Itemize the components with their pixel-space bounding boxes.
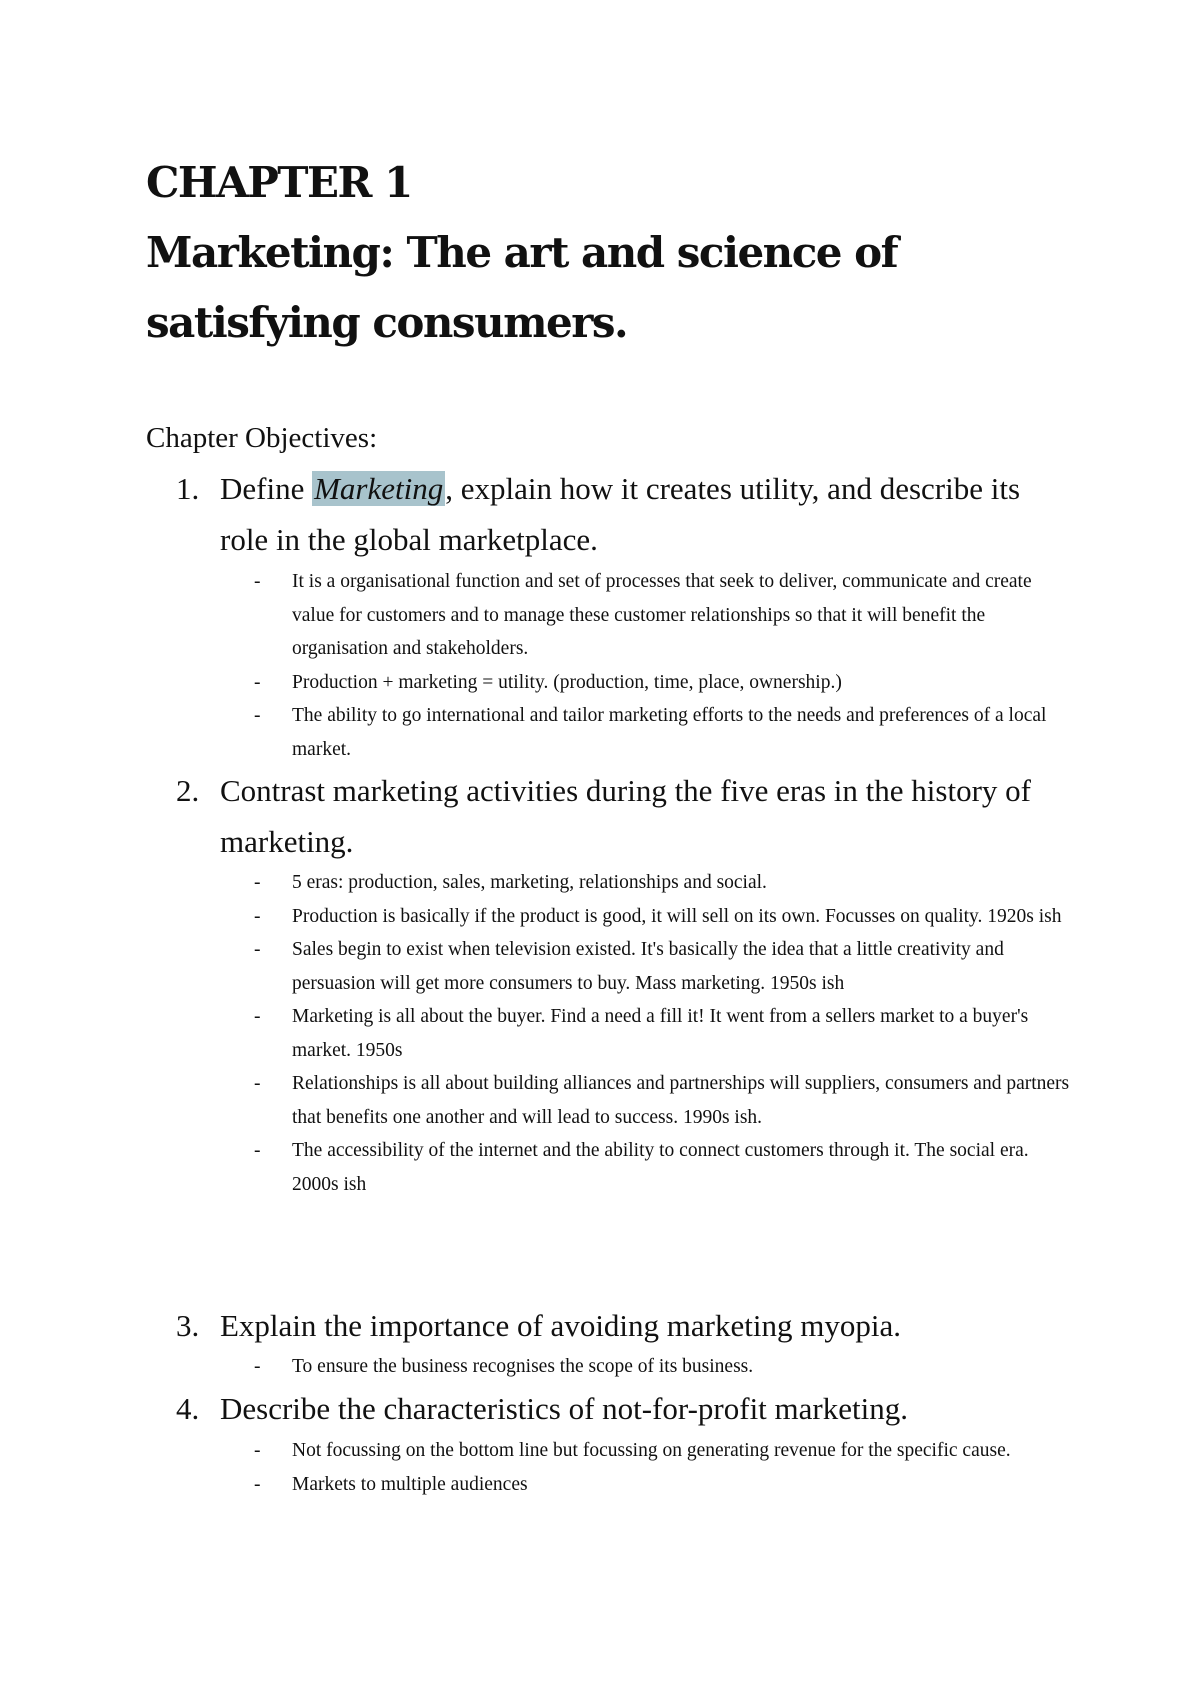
list-item xyxy=(254,1067,1074,1134)
objective-text-start: Define xyxy=(220,471,313,506)
list-item xyxy=(254,1468,1074,1502)
bullet-dash: - xyxy=(254,1356,261,1377)
list-item xyxy=(254,900,1074,934)
list-item xyxy=(254,933,1074,1000)
chapter-title-line-1: Marketing: The art and science of xyxy=(146,228,898,277)
objective-2 xyxy=(176,765,1056,867)
objective-text: Contrast marketing activities during the five eras in the history of marketing. xyxy=(220,773,1031,859)
chapter-title-line-2: satisfying consumers. xyxy=(146,298,628,347)
objective-3-notes xyxy=(254,1350,1074,1384)
chapter-number: CHAPTER 1 xyxy=(146,158,412,207)
note-text: Markets to multiple audiences xyxy=(292,1473,528,1495)
note-text: 5 eras: production, sales, marketing, relationships and social. xyxy=(292,872,767,893)
bullet-dash: - xyxy=(254,939,261,960)
bullet-dash: - xyxy=(254,872,261,893)
list-item xyxy=(254,1434,1074,1468)
bullet-dash: - xyxy=(254,705,261,726)
note-text: It is a organisational function and set of processes that seek to deliver, communicate and create value for customers and to manage these customer relationships so that it will benefit the organisation and stakeholders. xyxy=(292,571,1032,659)
note-text: To ensure the business recognises the scope of its business. xyxy=(292,1356,754,1377)
objective-2-notes xyxy=(254,866,1074,1201)
list-item xyxy=(254,565,1074,666)
objective-number: 2. xyxy=(176,773,200,808)
bullet-dash: - xyxy=(254,1440,261,1461)
objective-3 xyxy=(176,1300,1056,1351)
objective-1 xyxy=(176,463,1056,565)
note-text: Production + marketing = utility. (production, time, place, ownership.) xyxy=(292,671,842,693)
bullet-dash: - xyxy=(254,1140,261,1161)
list-item xyxy=(254,1350,1074,1384)
objective-4 xyxy=(176,1383,1056,1434)
bullet-dash: - xyxy=(254,1473,261,1495)
highlighted-term: Marketing xyxy=(314,471,444,506)
objective-text: Explain the importance of avoiding marketing myopia. xyxy=(220,1308,901,1343)
note-text: Production is basically if the product is good, it will sell on its own. Focusses on quality. 1920s ish xyxy=(292,905,1062,927)
objective-number: 1. xyxy=(176,471,200,506)
bullet-dash: - xyxy=(254,1006,261,1027)
note-text: Sales begin to exist when television existed. It's basically the idea that a little creativity and persuasion will get more consumers to buy. Mass marketing. 1950s ish xyxy=(292,939,1004,994)
objective-text-end: , explain how it creates utility, and describe its role in the global marketplace. xyxy=(220,471,1021,557)
objective-text: Describe the characteristics of not-for-profit marketing. xyxy=(220,1391,908,1426)
list-item xyxy=(254,1134,1074,1201)
objective-1-notes xyxy=(254,565,1074,766)
objective-text xyxy=(176,463,1056,565)
bullet-dash: - xyxy=(254,671,261,693)
chapter-title xyxy=(146,148,1106,358)
list-item xyxy=(254,699,1074,766)
objective-number: 3. xyxy=(176,1308,200,1343)
objective-4-notes xyxy=(254,1434,1074,1501)
bullet-dash: - xyxy=(254,1073,261,1094)
bullet-dash: - xyxy=(254,905,261,927)
note-text: Relationships is all about building alliances and partnerships will suppliers, consumers and partners that benefits one another and will lead to success. 1990s ish. xyxy=(292,1073,1070,1128)
objective-number: 4. xyxy=(176,1391,200,1426)
note-text: Marketing is all about the buyer. Find a need a fill it! It went from a sellers market to a buyer's market. 1950s xyxy=(292,1006,1029,1061)
list-item xyxy=(254,1000,1074,1067)
note-text: Not focussing on the bottom line but focussing on generating revenue for the specific cause. xyxy=(292,1440,1011,1461)
list-item xyxy=(254,866,1074,900)
note-text: The accessibility of the internet and the ability to connect customers through it. The social era. 2000s ish xyxy=(292,1140,1029,1195)
list-item xyxy=(254,666,1074,700)
objectives-heading: Chapter Objectives: xyxy=(146,422,378,454)
note-text: The ability to go international and tailor marketing efforts to the needs and preferences of a local market. xyxy=(292,705,1047,760)
bullet-dash: - xyxy=(254,571,261,592)
